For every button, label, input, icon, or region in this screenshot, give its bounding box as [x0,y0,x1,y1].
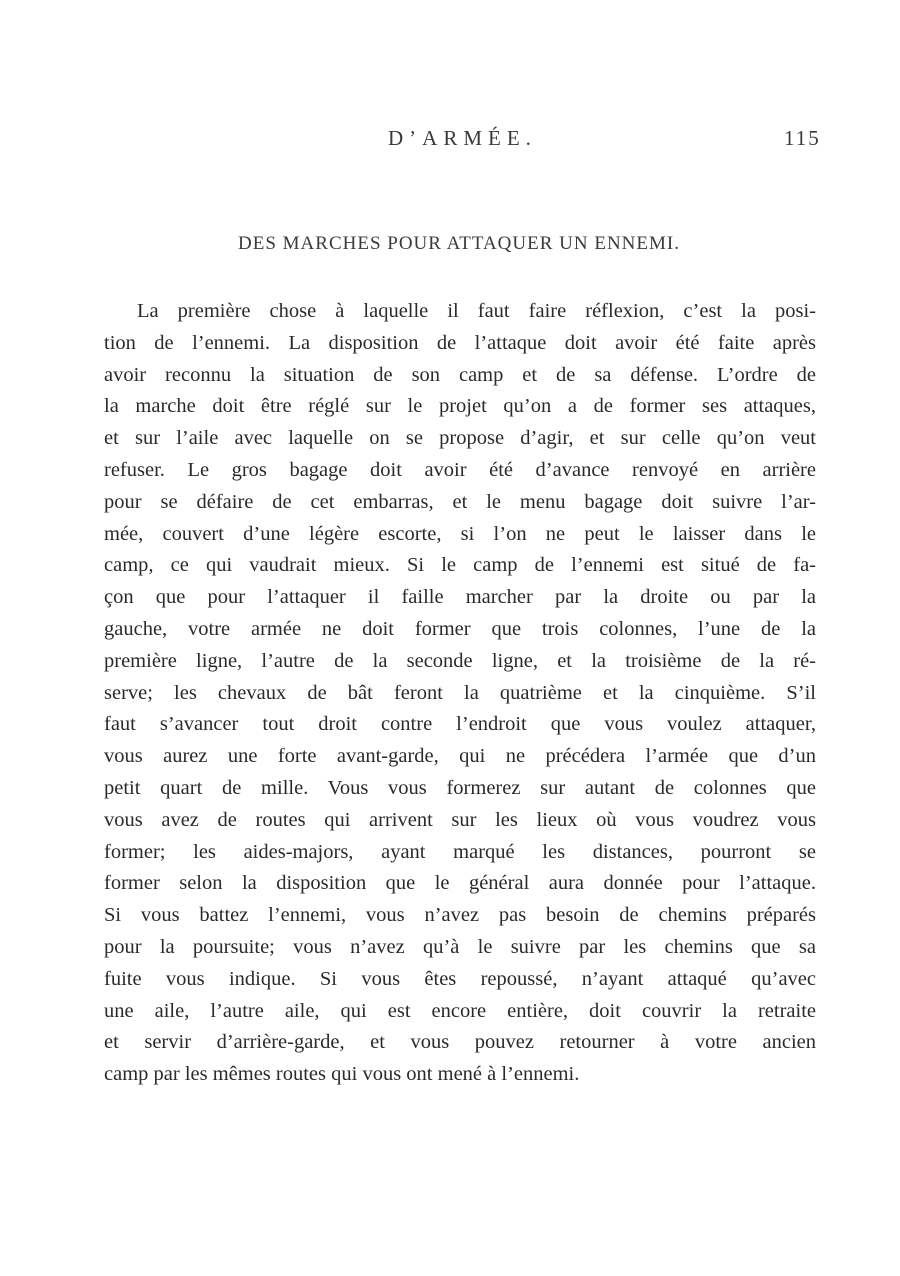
text-line: former; les aides-majors, ayant marqué les distances, pourront se [104,840,816,863]
text-line: refuser. Le gros bagage doit avoir été d’avance renvoyé en arrière [104,458,816,481]
text-line: pour se défaire de cet embarras, et le menu bagage doit suivre l’ar- [104,490,816,513]
text-line: une aile, l’autre aile, qui est encore entière, doit couvrir la retraite [104,999,816,1022]
text-line: vous avez de routes qui arrivent sur les lieux où vous voudrez vous [104,808,816,831]
text-line: avoir reconnu la situation de son camp et de sa défense. L’ordre de [104,363,816,386]
text-line: fuite vous indique. Si vous êtes repoussé, n’ayant attaqué qu’avec [104,967,816,990]
running-head [0,126,900,156]
text-line: camp par les mêmes routes qui vous ont mené à l’ennemi. [104,1063,580,1086]
running-title: D’ARMÉE. [388,126,537,150]
text-line: tion de l’ennemi. La disposition de l’attaque doit avoir été faite après [104,331,816,354]
text-line: petit quart de mille. Vous vous formerez sur autant de colonnes que [104,776,816,799]
page-number: 115 [784,126,821,150]
text-line: pour la poursuite; vous n’avez qu’à le suivre par les chemins que sa [104,935,816,958]
text-line: Si vous battez l’ennemi, vous n’avez pas besoin de chemins préparés [104,904,816,927]
text-line: et servir d’arrière-garde, et vous pouvez retourner à votre ancien [104,1031,816,1054]
text-line: faut s’avancer tout droit contre l’endroit que vous voulez attaquer, [104,713,816,736]
text-line: çon que pour l’attaquer il faille marcher par la droite ou par la [104,586,816,609]
text-line: La première chose à laquelle il faut faire réflexion, c’est la posi- [137,300,816,322]
text-line: camp, ce qui vaudrait mieux. Si le camp de l’ennemi est situé de fa- [104,554,816,577]
text-line: gauche, votre armée ne doit former que trois colonnes, l’une de la [104,617,816,640]
section-title: DES MARCHES POUR ATTAQUER UN ENNEMI. [238,233,680,254]
text-line: former selon la disposition que le général aura donnée pour l’attaque. [104,872,816,895]
text-line: mée, couvert d’une légère escorte, si l’on ne peut le laisser dans le [104,522,816,545]
text-line: la marche doit être réglé sur le projet qu’on a de former ses attaques, [104,395,816,418]
body-paragraph [104,296,816,1091]
text-line: serve; les chevaux de bât feront la quatrième et la cinquième. S’il [104,681,816,704]
text-line: vous aurez une forte avant-garde, qui ne précédera l’armée que d’un [104,745,816,768]
text-line: et sur l’aile avec laquelle on se propose d’agir, et sur celle qu’on veut [104,427,816,450]
text-line: première ligne, l’autre de la seconde ligne, et la troisième de la ré- [104,649,816,672]
